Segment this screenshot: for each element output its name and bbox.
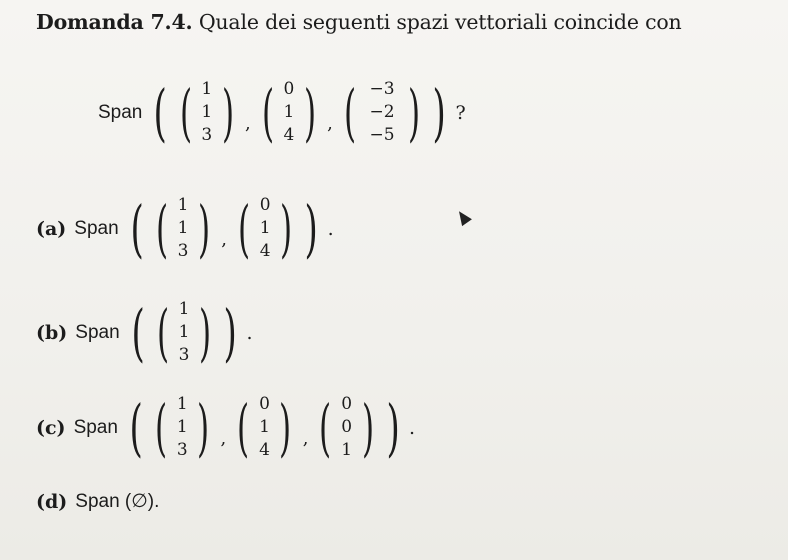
- column-vector: [338, 75, 426, 149]
- option-label: (c): [36, 416, 66, 439]
- vector-entry: −3: [369, 79, 395, 99]
- option-label: (a): [36, 217, 67, 240]
- span-word: Span: [75, 321, 120, 343]
- span-word: Span: [74, 217, 119, 239]
- vector-right-paren: ): [279, 390, 292, 464]
- outer-left-paren: (: [131, 295, 145, 369]
- vector-entries: [256, 194, 274, 263]
- vector-entry: 3: [177, 241, 189, 261]
- comma: ,: [327, 113, 333, 134]
- vector-left-paren: (: [155, 191, 169, 265]
- column-vector: [232, 191, 298, 265]
- outer-left-paren: (: [153, 75, 168, 149]
- vector-entry: 3: [201, 125, 213, 145]
- vector-right-paren: ): [197, 390, 210, 464]
- vector-entries: [255, 393, 273, 462]
- question-number: Domanda 7.4.: [36, 10, 193, 34]
- column-vector: [256, 75, 322, 149]
- option-a[interactable]: [36, 191, 334, 265]
- vector-entry: 0: [341, 394, 353, 414]
- vector-entries: [362, 78, 402, 147]
- vector-entry: 1: [177, 195, 189, 215]
- vector-left-paren: (: [343, 75, 357, 149]
- vector-entry: 1: [201, 79, 213, 99]
- option-b[interactable]: [36, 295, 253, 369]
- comma: ,: [220, 428, 227, 449]
- span-word: Span: [98, 101, 143, 123]
- question-text: Quale dei seguenti spazi vettoriali coincide con: [198, 10, 682, 34]
- vector-entry: −2: [369, 102, 395, 122]
- vector-entry: 1: [283, 102, 295, 122]
- vector-entry: 0: [341, 417, 353, 437]
- tail-punctuation: ?: [455, 101, 466, 124]
- vector-entry: 1: [176, 417, 188, 437]
- vector-entry: 4: [259, 241, 271, 261]
- outer-right-paren: ): [223, 295, 238, 369]
- vector-left-paren: (: [319, 390, 332, 464]
- outer-right-paren: ): [304, 191, 319, 265]
- vector-entry: −5: [369, 125, 395, 145]
- vector-right-paren: ): [199, 295, 212, 369]
- vector-entries: [175, 298, 193, 367]
- vector-entry: 0: [259, 394, 270, 414]
- vector-left-paren: (: [179, 75, 192, 149]
- vector-right-paren: ): [303, 75, 317, 149]
- outer-left-paren: (: [129, 390, 143, 464]
- vector-entry: 1: [176, 394, 188, 414]
- mouse-cursor-icon: [454, 208, 472, 226]
- vector-entry: 1: [178, 299, 190, 319]
- option-label: (d): [36, 490, 68, 513]
- comma: ,: [244, 113, 251, 134]
- vector-left-paren: (: [237, 390, 250, 464]
- column-vector: [149, 390, 215, 464]
- comma: ,: [302, 428, 309, 449]
- vector-left-paren: (: [156, 295, 169, 369]
- option-c[interactable]: [36, 390, 416, 464]
- span-word: Span: [73, 416, 118, 438]
- vector-entries: [173, 393, 191, 462]
- vector-right-paren: ): [221, 75, 234, 149]
- tail-punctuation: .: [327, 217, 334, 240]
- vector-right-paren: ): [280, 191, 293, 265]
- column-vector: [150, 191, 216, 265]
- vector-entries: [338, 393, 356, 462]
- vector-entry: 0: [259, 195, 271, 215]
- vector-entries: [174, 194, 192, 263]
- vector-entry: 3: [176, 440, 188, 460]
- vector-left-paren: (: [155, 390, 168, 464]
- vector-entry: 1: [259, 417, 270, 437]
- outer-right-paren: ): [386, 390, 400, 464]
- option-label: (b): [36, 321, 68, 344]
- vector-right-paren: ): [361, 390, 374, 464]
- option-text: Span (∅).: [75, 491, 160, 512]
- column-vector: [174, 75, 240, 149]
- column-vector: [231, 390, 297, 464]
- vector-entry: 1: [177, 218, 189, 238]
- vector-entry: 4: [283, 125, 295, 145]
- question-span: [98, 75, 466, 149]
- vector-entry: 1: [178, 322, 190, 342]
- vector-left-paren: (: [261, 75, 274, 149]
- column-vector: [151, 295, 217, 369]
- vector-entry: 1: [259, 218, 271, 238]
- vector-entry: 3: [178, 345, 190, 365]
- outer-right-paren: ): [432, 75, 447, 149]
- column-vector: [313, 390, 379, 464]
- vector-right-paren: ): [198, 191, 211, 265]
- outer-left-paren: (: [130, 191, 144, 265]
- tail-punctuation: .: [246, 321, 253, 344]
- vector-entry: 0: [283, 79, 295, 99]
- vector-entry: 1: [341, 440, 353, 460]
- vector-entry: 4: [259, 440, 270, 460]
- vector-entries: [198, 78, 216, 147]
- option-d[interactable]: [36, 490, 165, 513]
- comma: ,: [221, 229, 228, 250]
- vector-entry: 1: [201, 102, 213, 122]
- vector-left-paren: (: [238, 191, 251, 265]
- tail-punctuation: .: [409, 416, 416, 439]
- vector-entries: [280, 78, 298, 147]
- vector-right-paren: ): [408, 75, 421, 149]
- question-title: [36, 10, 682, 34]
